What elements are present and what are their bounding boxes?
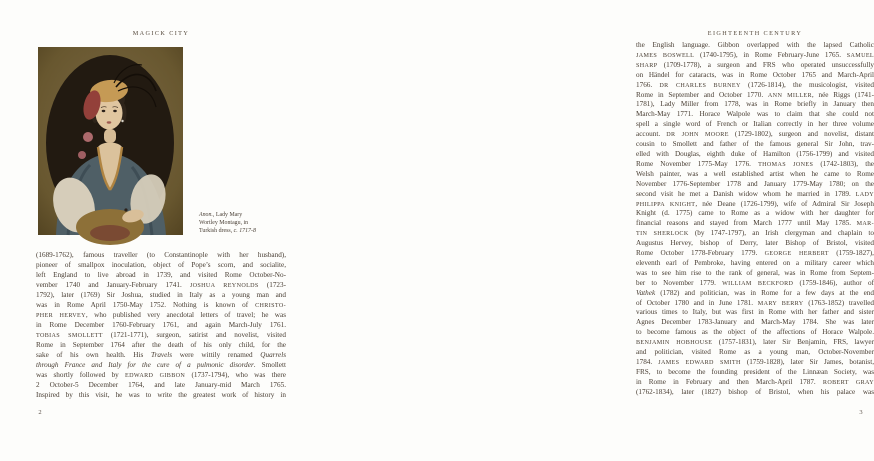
text-line: was in Rome April 1750-May 1752. Nothing is known of CHRISTO- xyxy=(36,301,286,309)
text-line: Knight (d. 1775) came to Rome as a widow with her daughter for xyxy=(636,209,874,218)
rose-lower xyxy=(78,151,86,159)
bracelet xyxy=(124,208,127,211)
text-line: second visit he met a Danish widow whom he married in 1789. LADY xyxy=(636,189,874,198)
running-header-right: EIGHTEENTH CENTURY xyxy=(707,30,803,37)
text-line: spell a single word of French or Italian correctly in her three volume xyxy=(636,120,874,129)
text-line: BENJAMIN HOBHOUSE (1757-1831), later Sir Benjamin, FRS, lawyer xyxy=(636,338,874,347)
text-line: FRS, to become the founding president of the Linnæan Society, was xyxy=(636,367,874,376)
text-line: March-May 1771. Horace Walpole was to claim that she could not xyxy=(636,110,874,119)
text-line: cousin to Smollett and father of the famous general Sir John, trav- xyxy=(636,140,874,149)
portrait-painting-canvas xyxy=(38,47,183,235)
text-line: Agnes December 1783-January and March-May 1784. She was later xyxy=(636,318,874,327)
text-line: Rome November 1775-May 1776. THOMAS JONES (1742-1803), the xyxy=(636,159,874,168)
text-line: various times to Italy, but was first in Rome with her father and sister xyxy=(636,308,874,317)
figure-caption-line: Wortley Montagu, in xyxy=(199,220,249,226)
text-line: 1792), later (1769) Sir Joshua, studied in Italy as a young man and xyxy=(36,291,286,299)
neck xyxy=(104,129,116,143)
text-line: in Rome in February and then March-April 1787. ROBERT GRAY xyxy=(636,377,874,386)
figure-caption-line: Anon., Lady Mary xyxy=(199,212,243,218)
text-line: through France and Italy for the cure of a pulmonic disorder. Smollett xyxy=(36,361,286,369)
text-line: left England to live abroad in 1739, and visited Rome October-No- xyxy=(36,271,286,279)
figure-caption-line: Turkish dress, c. 1717-8 xyxy=(199,228,256,234)
text-line: (1762-1834), later (1827) bishop of Bristol, when his palace was xyxy=(636,387,874,396)
text-line: financial reasons and stayed from March 1777 until May 1785. MAR- xyxy=(636,219,874,228)
text-line: Augustus Hervey, bishop of Derry, later Bishop of Bristol, visited xyxy=(636,239,874,248)
text-line: TIN SHERLOCK (by 1747-1797), an Irish clergyman and chaplain to xyxy=(636,229,874,238)
text-line: SHARP (1709-1778), a surgeon and FRS who operated unsuccessfully xyxy=(636,60,874,69)
text-line: 1781), Lady Miller from 1778, was in Rome briefly in January then xyxy=(636,100,874,109)
text-line: November 1776-September 1778 and January 1779-May 1780; on the xyxy=(636,179,874,188)
text-line: elled with Douglas, eighth duke of Hamilton (1756-1799) and visited xyxy=(636,149,874,158)
text-line: of October 1780 and in June 1781. MARY BERRY (1763-1852) travelled xyxy=(636,298,874,307)
text-line: pioneer of smallpox inoculation, object of Pope’s scorn, and socialite, xyxy=(36,261,286,269)
text-line: Rome in September 1764 after the death of his only child, for the xyxy=(36,341,286,349)
rose-upper xyxy=(83,132,93,142)
text-line: (1689-1762), famous traveller (to Constantinople with her husband), xyxy=(36,251,286,259)
eye-right xyxy=(113,110,117,112)
running-header-left: MAGICK CITY xyxy=(132,30,190,37)
text-line: Rome in September and October 1770. ANN MILLER, née Riggs (1741- xyxy=(636,90,874,99)
figure-caption xyxy=(199,211,289,235)
text-line: Welsh painter, was a well established artist when he came to Rome xyxy=(636,169,874,178)
earring xyxy=(121,120,123,122)
text-line: 2 October-5 December 1764, and late January-mid March 1765. xyxy=(36,381,286,389)
text-line: PHER HERVEY, who published very anecdotal letters of travel; he was xyxy=(36,311,286,319)
text-line: the English language. Gibbon overlapped with the lapsed Catholic xyxy=(636,41,874,49)
text-line: account. DR JOHN MOORE (1729-1802), surgeon and novelist, distant xyxy=(636,130,874,139)
text-line: was to see him rise to the rank of general, was in Rome from Septem- xyxy=(636,268,874,277)
text-line: was shortly followed by EDWARD GIBBON (1737-1794), who was there xyxy=(36,371,286,379)
text-line: and politician, visited Rome as a young man, October-November xyxy=(636,348,874,357)
text-line: TOBIAS SMOLLETT (1721-1771), surgeon, satirist and novelist, visited xyxy=(36,331,286,339)
right-page-body-text xyxy=(636,41,874,398)
left-page-body-text xyxy=(36,250,286,400)
text-line: Inspired by this visit, he was to write the greatest work of history in xyxy=(36,391,286,399)
text-line: JAMES BOSWELL (1740-1795), in Rome February-June 1765. SAMUEL xyxy=(636,50,874,59)
text-line: on Händel for cataracts, was in Rome October 1765 and March-April xyxy=(636,70,874,79)
text-line: vember 1740 and January-February 1741. JOSHUA REYNOLDS (1723- xyxy=(36,281,286,289)
text-line: 1784. JAMES EDWARD SMITH (1759-1828), later Sir James, botanist, xyxy=(636,358,874,366)
text-line: PHILIPPA KNIGHT, née Deane (1726-1799), wife of Admiral Sir Joseph xyxy=(636,199,874,208)
mouth xyxy=(107,121,112,123)
right-page xyxy=(300,0,874,461)
text-line: sake of his own health. His Travels were wittily renamed Quarrels xyxy=(36,351,286,359)
page-number-left: 2 xyxy=(38,409,42,416)
portrait-painting xyxy=(38,47,183,235)
text-line: 1766. DR CHARLES BURNEY (1726-1814), the musicologist, visited xyxy=(636,80,874,89)
eye-left xyxy=(102,110,106,112)
left-page xyxy=(0,0,300,461)
page-number-right: 3 xyxy=(859,409,863,416)
text-line: to become famous as the object of the affections of Horace Walpole. xyxy=(636,328,874,337)
text-line: ber to November 1779. WILLIAM BECKFORD (1759-1846), author of xyxy=(636,278,874,287)
text-line: Vathek (1782) and politician, was in Rome for a few days at the end xyxy=(636,288,874,297)
text-line: in Rome December 1760-February 1761, and again March-July 1761. xyxy=(36,321,286,329)
text-line: Rome October 1778-February 1779. GEORGE HERBERT (1759-1827), xyxy=(636,249,874,258)
skirt-shadow xyxy=(90,225,130,241)
text-line: eleventh earl of Pembroke, having entered on a military career which xyxy=(636,258,874,267)
